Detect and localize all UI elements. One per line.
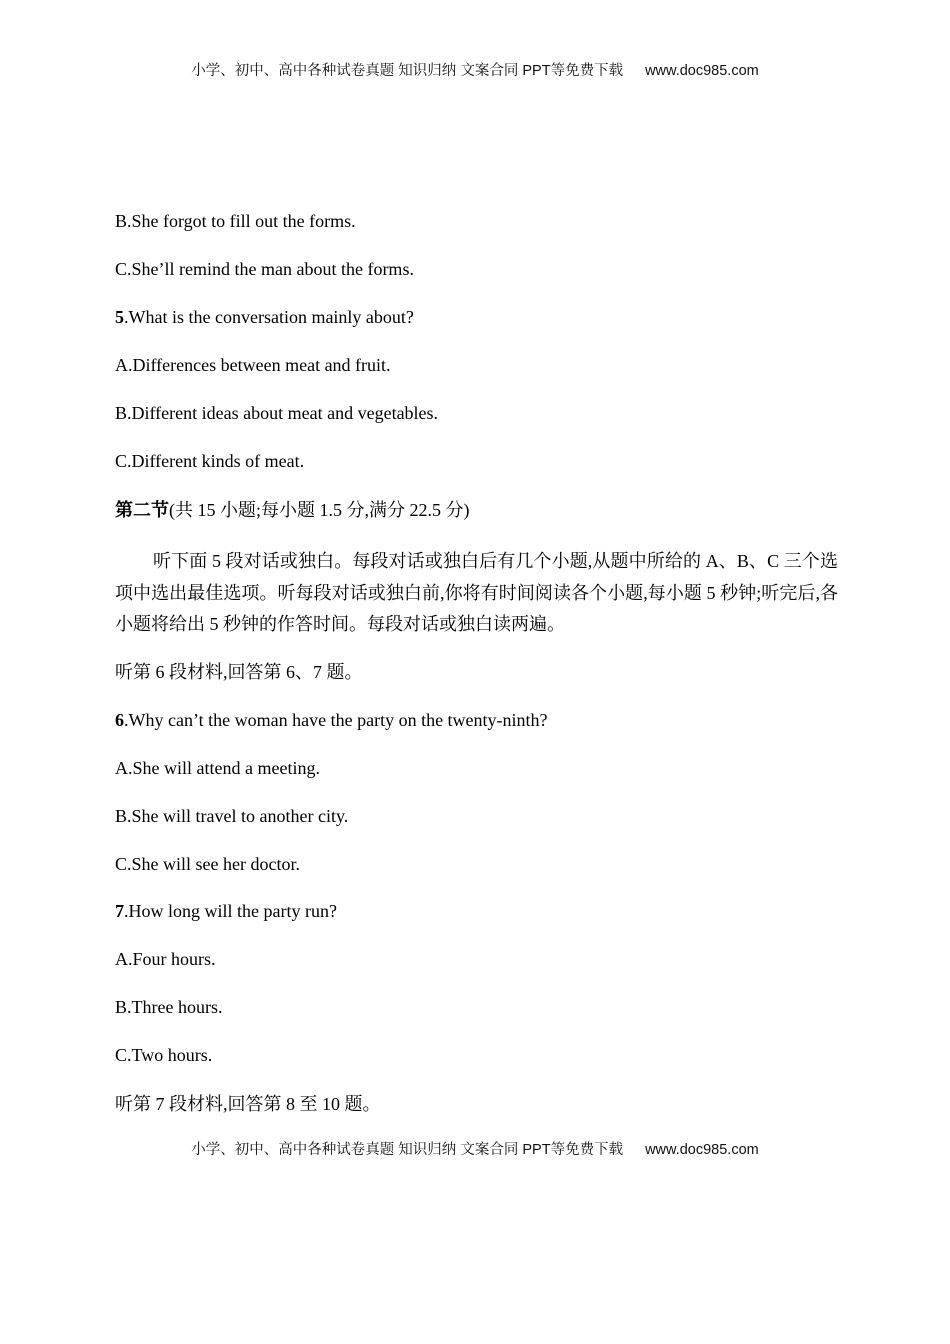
page-header: [0, 59, 950, 80]
option-6b: B.She will travel to another city.: [115, 806, 349, 826]
option-6a: A.She will attend a meeting.: [115, 758, 320, 778]
question-5: [115, 306, 414, 328]
question-7: [115, 900, 337, 922]
question-6: [115, 709, 548, 731]
option-7a: A.Four hours.: [115, 949, 216, 969]
material-6-heading: 听第 6 段材料,回答第 6、7 题。: [115, 662, 363, 682]
header-site: www.doc985.com: [645, 63, 759, 79]
footer-site: www.doc985.com: [645, 1142, 759, 1158]
page-footer: [0, 1138, 950, 1159]
option-7b: B.Three hours.: [115, 997, 223, 1017]
question-text: .What is the conversation mainly about?: [124, 307, 414, 327]
option-5a: A.Differences between meat and fruit.: [115, 355, 391, 375]
question-number: 7: [115, 901, 124, 921]
option-4c: C.She’ll remind the man about the forms.: [115, 259, 414, 279]
question-text: .How long will the party run?: [124, 901, 337, 921]
section-instructions: 听下面 5 段对话或独白。每段对话或独白后有几个小题,从题中所给的 A、B、C 三个选项中选出最佳选项。听每段对话或独白前,你将有时间阅读各个小题,每小题 5 秒钟;听完后,各小题将给出 5 秒钟的作答时间。每段对话或独白读两遍。: [115, 551, 838, 634]
section-title: 第二节: [115, 500, 169, 520]
option-5b: B.Different ideas about meat and vegetables.: [115, 403, 439, 423]
question-number: 5: [115, 307, 124, 327]
option-4b: B.She forgot to fill out the forms.: [115, 211, 356, 231]
question-number: 6: [115, 710, 124, 730]
option-5c: C.Different kinds of meat.: [115, 451, 305, 471]
section-subtitle: (共 15 小题;每小题 1.5 分,满分 22.5 分): [169, 500, 470, 520]
question-text: .Why can’t the woman have the party on the twenty-ninth?: [124, 710, 548, 730]
option-7c: C.Two hours.: [115, 1045, 213, 1065]
footer-text: 小学、初中、高中各种试卷真题 知识归纳 文案合同 PPT等免费下载: [191, 1142, 624, 1158]
header-text: 小学、初中、高中各种试卷真题 知识归纳 文案合同 PPT等免费下载: [191, 63, 624, 79]
section-heading: [115, 499, 470, 521]
material-7-heading: 听第 7 段材料,回答第 8 至 10 题。: [115, 1094, 381, 1114]
option-6c: C.She will see her doctor.: [115, 854, 300, 874]
